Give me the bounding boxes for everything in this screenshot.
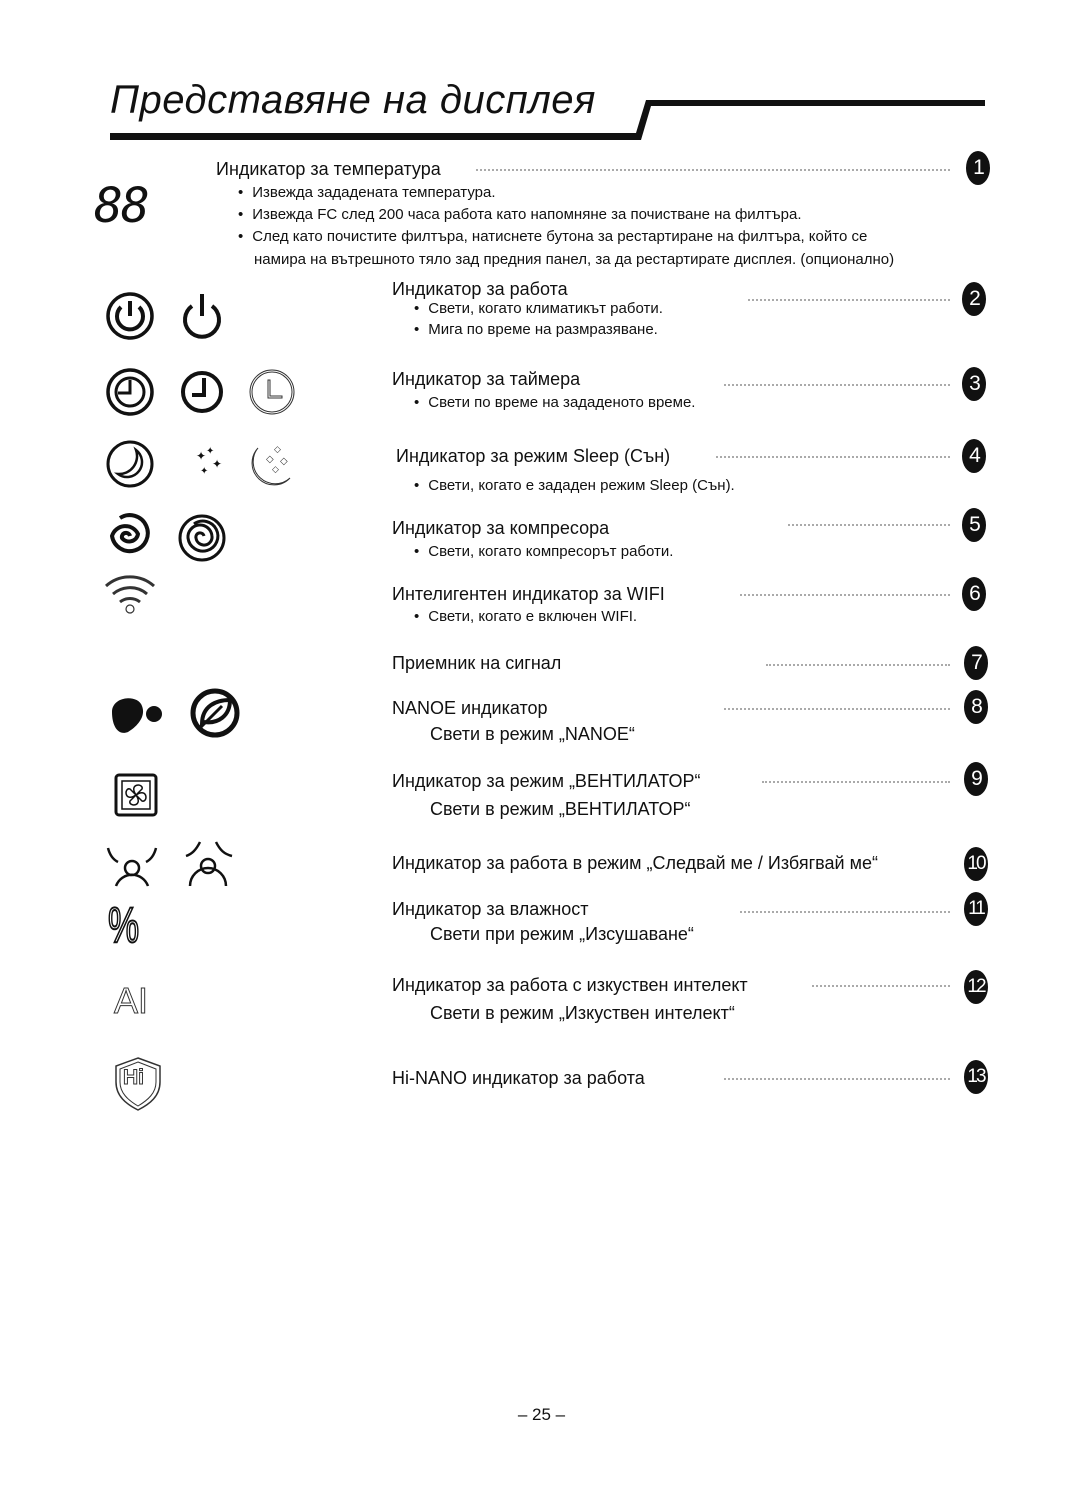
leader-dots (724, 384, 950, 386)
item-title: Hi-NANO индикатор за работа (392, 1068, 645, 1088)
compressor-spiral-icon (108, 514, 158, 564)
number-badge: 12 (964, 970, 988, 1004)
timer-icon (180, 370, 230, 420)
sleep-icon-ringed (106, 440, 156, 490)
number-badge: 8 (964, 690, 988, 724)
bullet-continuation: намира на вътрешното тяло зад предния панел, за да рестартирате дисплея. (опционално) (254, 251, 895, 268)
follow-me-icon (106, 844, 166, 894)
bullet: • Свети, когато климатикът работи. (414, 300, 663, 317)
svg-text:◇: ◇ (266, 454, 274, 465)
svg-text:✦: ✦ (196, 449, 207, 463)
number-badge: 3 (962, 367, 986, 401)
item-title: Индикатор за температура (216, 159, 441, 179)
number-badge: 2 (962, 282, 986, 316)
sleep-moon-stars-icon (178, 440, 228, 490)
leader-dots (740, 911, 950, 913)
number-badge: 5 (962, 508, 986, 542)
item-title: Индикатор за компресора (392, 518, 610, 538)
bullet: • След като почистите филтъра, натиснете бутона за рестартиране на филтъра, който се (238, 228, 867, 245)
leader-dots (740, 594, 950, 596)
hi-nano-label: Hi (123, 1066, 144, 1089)
svg-text:✦: ✦ (200, 466, 209, 477)
leader-dots (788, 524, 950, 526)
bullet: • Свети по време на зададеното време. (414, 394, 695, 411)
item-subtitle: Свети при режим „Изсушаване“ (430, 924, 694, 944)
leader-dots (762, 781, 950, 783)
leader-dots (724, 708, 950, 710)
bullet: • Свети, когато е включен WIFI. (414, 608, 637, 625)
page-title: Представяне на дисплея (110, 78, 596, 122)
svg-text:✦: ✦ (212, 457, 223, 471)
number-badge: 7 (964, 646, 988, 680)
svg-text:◇: ◇ (274, 444, 281, 454)
leader-dots (812, 985, 950, 987)
bullet: • Извежда зададената температура. (238, 184, 496, 201)
display-digits-icon: 88 (94, 178, 148, 234)
leaf-ringed-icon (190, 688, 240, 738)
wifi-icon (104, 572, 164, 622)
bullet: • Свети, когато е зададен режим Sleep (Сън). (414, 477, 735, 494)
item-title: NANOE индикатор (392, 698, 548, 718)
power-icon (180, 292, 230, 342)
item-title: Индикатор за режим „ВЕНТИЛАТОР“ (392, 771, 701, 791)
humidity-percent-icon: % (108, 897, 140, 953)
bullet: • Извежда FC след 200 часа работа като напомняне за почистване на филтъра. (238, 206, 802, 223)
number-badge: 4 (962, 439, 986, 473)
timer-icon-outline (248, 368, 298, 418)
fan-icon (114, 773, 164, 823)
item-title: Индикатор за таймера (392, 369, 581, 389)
item-title: Интелигентен индикатор за WIFI (392, 584, 665, 604)
sleep-moon-outline-icon (248, 440, 298, 490)
bullet: • Мига по време на размразяване. (414, 321, 658, 338)
power-icon-ringed (106, 292, 156, 342)
item-title: Приемник на сигнал (392, 653, 562, 673)
leader-dots (724, 1078, 950, 1080)
title-underline (0, 0, 1083, 150)
item-subtitle: Свети в режим „Изкуствен интелект“ (430, 1003, 735, 1023)
svg-text:◇: ◇ (272, 464, 279, 474)
item-title: Индикатор за влажност (392, 899, 589, 919)
item-title: Индикатор за работа с изкуствен интелект (392, 975, 748, 995)
item-subtitle: Свети в режим „ВЕНТИЛАТОР“ (430, 799, 691, 819)
item-title: Индикатор за режим Sleep (Сън) (396, 446, 671, 466)
svg-text:◇: ◇ (280, 456, 288, 467)
leader-dots (766, 664, 950, 666)
item-title: Индикатор за работа в режим „Следвай ме / Избягвай ме“ (392, 853, 878, 873)
timer-icon-ringed (106, 368, 156, 418)
item-title: Индикатор за работа (392, 279, 568, 299)
number-badge: 11 (964, 892, 988, 926)
svg-text:✦: ✦ (206, 446, 215, 457)
leader-dots (476, 169, 950, 171)
avoid-me-icon (184, 840, 244, 890)
leader-dots (748, 299, 950, 301)
item-subtitle: Свети в режим „NANOE“ (430, 724, 635, 744)
page-number: – 25 – (517, 1405, 566, 1424)
nanoe-icon (108, 690, 168, 740)
compressor-spiral-ringed-icon (178, 514, 228, 564)
bullet: • Свети, когато компресорът работи. (414, 543, 673, 560)
number-badge: 9 (964, 762, 988, 796)
number-badge: 10 (964, 847, 988, 881)
ai-icon: AI (114, 980, 149, 1021)
number-badge: 1 (966, 151, 990, 185)
number-badge: 13 (964, 1060, 988, 1094)
number-badge: 6 (962, 577, 986, 611)
leader-dots (716, 456, 950, 458)
